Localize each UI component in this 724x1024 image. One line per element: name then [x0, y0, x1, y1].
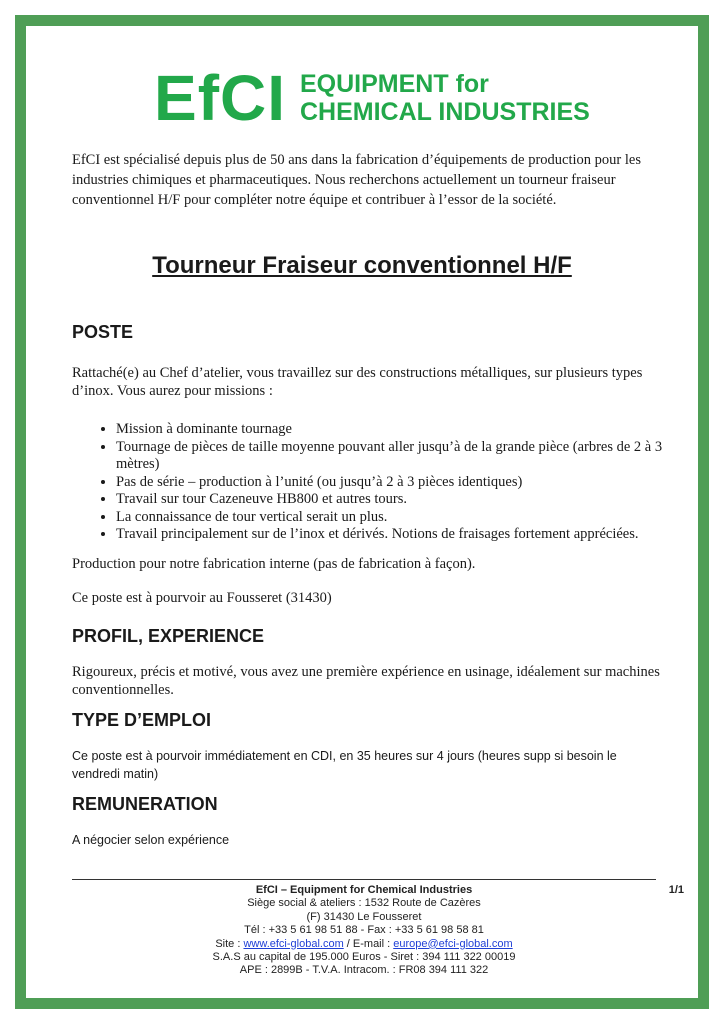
efci-logo — [154, 62, 590, 134]
footer-company: EfCI – Equipment for Chemical Industries — [255, 884, 473, 896]
email-link[interactable]: europe@efci-global.com — [393, 937, 513, 950]
logo-text — [300, 70, 590, 126]
logo-line-2: CHEMICAL INDUSTRIES — [300, 98, 590, 126]
mission-item: • Pas de série – production à l’unité (ou jusqu’à 2 à 3 pièces identiques) — [116, 474, 702, 492]
site-label: Site : — [215, 937, 244, 950]
poste-intro: Rattaché(e) au Chef d’atelier, vous travaillez sur des constructions métalliques, sur plusieurs types d’inox. Vous aurez pour missions : — [72, 365, 643, 399]
footer-ape: APE : 2899B - T.V.A. Intracom. : FR08 394 111 322 — [239, 964, 489, 977]
missions-list — [72, 421, 702, 544]
location-note: Ce poste est à pourvoir au Fousseret (31430) — [72, 590, 332, 606]
heading-type-emploi: TYPE D’EMPLOI — [72, 710, 212, 730]
footer-divider — [72, 879, 656, 880]
footer-contacts — [72, 938, 656, 951]
heading-poste: POSTE — [72, 322, 134, 342]
profil-text: Rigoureux, précis et motivé, vous avez une première expérience en usinage, idéalement sur machines conventionnelles. — [72, 664, 660, 698]
mission-item: • Travail sur tour Cazeneuve HB800 et autres tours. — [116, 491, 702, 509]
heading-remuneration: REMUNERATION — [72, 794, 218, 814]
footer-phone: Tél : +33 5 61 98 51 88 - Fax : +33 5 61 98 58 81 — [244, 924, 484, 937]
document-page — [15, 15, 709, 1009]
production-note: Production pour notre fabrication interne (pas de fabrication à façon). — [72, 556, 476, 572]
remuneration-text: A négocier selon expérience — [72, 833, 230, 847]
intro-paragraph: EfCI est spécialisé depuis plus de 50 ans dans la fabrication d’équipements de production pour les industries chimiques et pharmaceutiques. Nous recherchons actuellement un tourneur fraiseur conventionnel H/F pour compléter notre équipe et contribuer à l’essor de la société. — [72, 152, 641, 208]
email-label: / E-mail : — [343, 937, 394, 950]
mission-item: • Tournage de pièces de taille moyenne pouvant aller jusqu’à de la grande pièce (arbres de 2 à 3 mètres) — [116, 439, 702, 474]
footer-capital: S.A.S au capital de 195.000 Euros - Siret : 394 111 322 00019 — [212, 951, 516, 964]
heading-profil: PROFIL, EXPERIENCE — [72, 626, 265, 646]
website-link[interactable]: www.efci-global.com — [243, 937, 344, 950]
mission-item: • Mission à dominante tournage — [116, 421, 702, 439]
type-emploi-text: Ce poste est à pourvoir immédiatement en CDI, en 35 heures sur 4 jours (heures supp si besoin le vendredi matin) — [72, 749, 617, 781]
footer-address-1: Siège social & ateliers : 1532 Route de Cazères — [247, 897, 481, 910]
job-title: Tourneur Fraiseur conventionnel H/F — [152, 252, 572, 279]
logo-mark: EfCI — [154, 62, 286, 134]
footer-address-2: (F) 31430 Le Fousseret — [306, 910, 422, 923]
footer — [72, 884, 656, 978]
page-number: 1/1 — [668, 884, 684, 896]
logo-line-1: EQUIPMENT for — [300, 70, 489, 98]
mission-item: • Travail principalement sur de l’inox et dérivés. Notions de fraisages fortement appréciées. — [116, 526, 702, 544]
mission-item: • La connaissance de tour vertical serait un plus. — [116, 509, 702, 527]
